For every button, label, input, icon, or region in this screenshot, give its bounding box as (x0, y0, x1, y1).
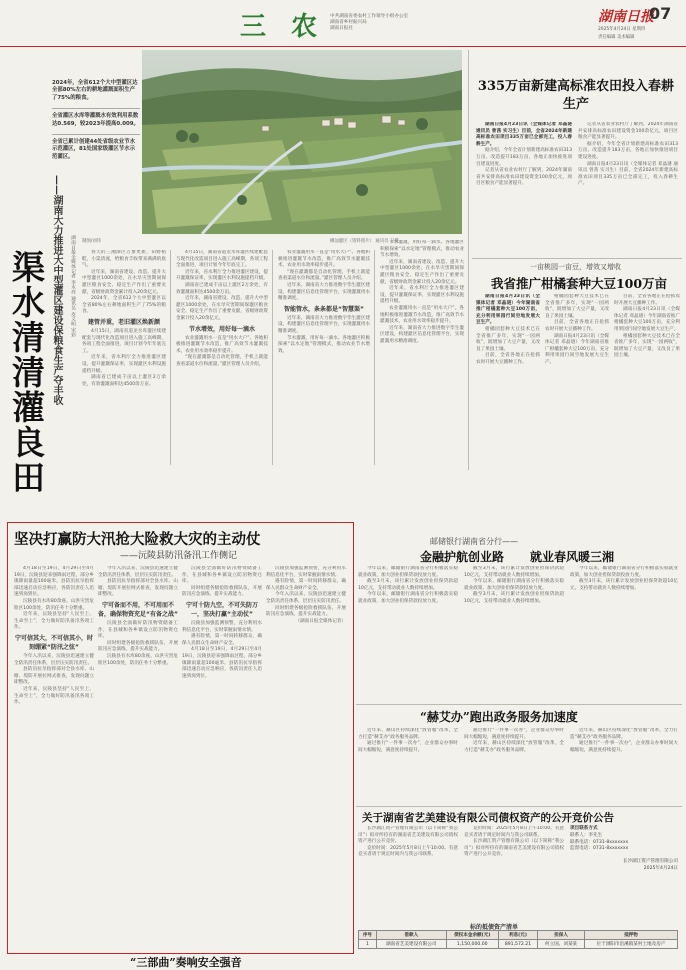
lead-title: 渠水清清灌良田 (7, 250, 46, 495)
feature-subhead-1: 宁可信其大，不可信其小，时刻绷紧“防汛之弦” (14, 634, 93, 651)
feature-byline: （湖南日报全媒体记者） (295, 618, 346, 624)
top-right-title: 335万亩新建高标准农田投入春耕生产 (477, 79, 675, 112)
col-header: 债权本金余额(元) (446, 931, 498, 940)
subhead-build: 建管并重，老旧灌区焕新颜 (87, 318, 160, 326)
top-right-body-2: 记者从省农业农村厅了解到，2024年湖南省共安排高标准农田建设资金100余亿元，项目区粮食产能显著提升。 据介绍，今年全省计划新建高标准农田313万亩、改造提升183万亩，各地正加快推进项目建设进度。 湖南日报4月23日讯（全媒体记者 邓晶琎 通讯员 曾茜 实习生）目前，全省2024年新建高标准农田项目335万亩已全部完工，投入春耕生产。 (578, 122, 678, 187)
col-header: 利息(元) (498, 931, 537, 940)
feature-subhead-2: 宁可备而不用，不可用而不备，确保物资充足“有备之战” (98, 601, 178, 618)
bank-news-title-2: 就业春风暖三湘 (530, 550, 615, 564)
feature-col-4: 沅陵县加强监测预警，充分利用水利信息化平台，实时掌握雨情水情。 遇有险情，第一时间转移群众，确保人民群众生命财产安全。 今年入汛以来，沅陵县迅速建立健全防汛责任体系，层层压实防汛责任。 同时组建各级抢险救援队伍，开展防汛应急演练，提升实战能力。 （湖南日报全媒体记者） (266, 566, 346, 624)
feature-title: 坚决打赢防大汛抢大险救大灾的主动仗 (14, 531, 261, 548)
feature-col-2: 今年入汛以来，沅陵县迅速建立健全防汛责任体系，层层压实防汛责任。 县防汛抗旱指挥部对全县水库、山塘、堤防开展拉网式排查，发现问题立即整改。 宁可备而不用，不可用而不备，确保物资充足“有备之战” 沅陵县全面做好防汛物资储备工作，在县城和各乡镇设立防汛物资仓库。 同时组建各级抢险救援队伍，开展防汛应急演练，提升实战能力。 沅陵县有水库80余座、山洪灾害危险区100余处，防汛任务十分繁重。 (98, 566, 178, 666)
gov-service-body-3: 近年来，赫山区持续深化“放管服”改革，全力打造“赫艾办”政务服务品牌。 通过推行“一件事一次办”，企业群众办事时间大幅缩短，满意度持续提升。 (570, 728, 678, 753)
mid-right-body-3: 目前，全省各地正在抢抓农时开展大豆播种工作。 湖南日报4月23日讯（全媒体记者 邓晶琎）今年湖南省推广柑橘套种大豆100万亩，充分利用果园行间空地发展大豆生产。 柑橘园套种大豆技术已在全省推广多年，实现“一园两收”，既增加了大豆产量，又改良了果园土壤。 (614, 294, 680, 359)
page-header (0, 0, 686, 47)
lead-subtitle: ——湖南大力推进大中型灌区建设保粮食生产夺丰收 (51, 175, 62, 405)
lead-body-col-1: 春天的三湘潭区万象更新，田野稻畦，小渠清流，给粮食丰收带来满满的底气。 近年来，湖南省建设、改造、提升大中型灌区1000余处，在水旱灾害期间保灌区粮食安全、稳定生产作出了重要贡献，省级财政资金累计投入20余亿元。 2024年，全省612个大中型灌区以全省80%左右耕地面积生产了75%的粮食。 建管并重，老旧灌区焕新颜 4月15日，湖南省道龙水库灌区续建配套与现代化改造项目进入施工高峰期，各项工程全面推进，项目计划今年年底完工。 近年来，省水利厅全力推进灌区建设，提升灌溉保证率，实现灌区水利设施提档升级。 湖南省已建成千亩以上灌区2万余处，有效灌溉面积达4500余万亩。 (82, 250, 166, 387)
bank-news-body-2: 截至3月末，该行累计发放创业担保贷款超10亿元，支持带动就业人数持续增加。 今年以来，邮储银行湖南省分行积极落实稳就业政策，加大创业担保贷款投放力度。 截至3月末，该行累计发放创业担保贷款超10亿元，支持带动就业人数持续增加。 (464, 566, 564, 604)
feature-subtitle: ——沅陵县防汛备汛工作侧记 (120, 551, 238, 561)
stat-callout (52, 78, 140, 250)
feature-subhead-3: 宁可十防九空，不可失防万一，坚决打赢“主动仗” (185, 601, 258, 618)
header-desc: 中共湖南省委农村工作领导小组办公室 湖南省乡村振兴局 湖南日报社 (330, 14, 409, 31)
header-editors: 责任编辑 美术编辑 (598, 35, 635, 40)
farmland-irrigation-image (142, 50, 462, 234)
gov-service-title: “赫艾办”跑出政务服务加速度 (420, 710, 578, 724)
bank-news-body-1: 今年以来，邮储银行湖南省分行积极落实稳就业政策，加大创业担保贷款投放力度。 截至3月末，该行累计发放创业担保贷款超10亿元，支持带动就业人数持续增加。 今年以来，邮储银行湖南省分行积极落实稳就业政策，加大创业担保贷款投放力度。 (358, 566, 458, 604)
gov-service-body-1: 近年来，赫山区持续深化“放管服”改革，全力打造“赫艾办”政务服务品牌。 通过推行“一件事一次办”，企业群众办事时间大幅缩短，满意度持续提升。 (358, 728, 458, 753)
notice-body-2: 竞价时间：2025年5月8日上午10:00。有意竞买者请于规定时间内与我公司联系。 长沙湖江资产管理有限公司（以下简称“我公司”）拟对所持有的湖南省艺美建设有限公司债权资产进行公开竞价。 (464, 826, 564, 858)
mid-right-body-1: 湖南日报4月23日讯（全媒体记者 邓晶琎）今年湖南省推广柑橘套种大豆100万亩，充分利用果园行间空地发展大豆生产。 柑橘园套种大豆技术已在全省推广多年，实现“一园两收”，既增加了大豆产量，又改良了果园土壤。 目前，全省各地正在抢抓农时开展大豆播种工作。 (476, 294, 540, 365)
stat-item-2: 全省灌区水库等灌溉水有效利用系数达0.569，较2023年提高0.009。 (52, 108, 140, 134)
bank-news-title-1: 金融护航创业路 (420, 550, 505, 564)
top-right-body-1: 湖南日报4月23日讯（全媒体记者 邓晶琎 通讯员 曾茜 实习生）目前，全省2024年新建高标准农田项目335万亩已全部完工，投入春耕生产。 据介绍，今年全省计划新建高标准农田313万亩、改造提升183万亩，各地正加快推进项目建设进度。 记者从省农业农村厅了解到，2024年湖南省共安排高标准农田建设资金100余亿元，项目区粮食产能显著提升。 (476, 122, 572, 187)
lead-photo-caption-right: 郴汕灌区（资料照片） 通讯员 卫摄 (330, 239, 399, 244)
gov-service-body-2: 通过推行“一件事一次办”，企业群众办事时间大幅缩短，满意度持续提升。 近年来，赫山区持续深化“放管服”改革，全力打造“赫艾办”政务服务品牌。 (464, 728, 564, 753)
feature-col-1: 4月18日至19日，4月29日至4月19日，沅陵县迎来强降雨过程，部分乡镇降雨量超100毫米。县防汛抗旱指挥部迅速启动应急响应，各防汛责任人迅速到岗到位。 沅陵县有水库80余座、山洪灾害危险区100余处，防汛任务十分繁重。 近年来，沅陵县坚持“人民至上、生命至上”，全力做好防汛备汛各项工作。 宁可信其大，不可信其小，时刻绷紧“防汛之弦” 今年入汛以来，沅陵县迅速建立健全防汛责任体系，层层压实防汛责任。 县防汛抗旱指挥部对全县水库、山塘、堤防开展拉网式排查，发现问题立即整改。 近年来，沅陵县坚持“人民至上、生命至上”，全力做好防汛备汛各项工作。 (14, 566, 94, 706)
subhead-save: 节水增效，用好每一滴水 (188, 325, 255, 333)
lead-byline: 湖南日报全媒体记者 李永亮 通讯员 皮义明 宋彩 (70, 235, 75, 338)
page-number: 07 (649, 4, 672, 23)
notice-contact: 项目联系方式 联系人：李先生 联系电话：0731-8xxxxxxx 监督电话：0731-8xxxxxxx 长沙湖江资产管理有限公司 2025年4月24日 (570, 826, 678, 871)
col-header: 抵押物 (584, 931, 677, 940)
stat-item-1: 2024年，全省612个大中型灌区达全部80%左右的耕地灌溉面积生产了75%的粮食。 (52, 80, 138, 101)
col-header: 借款人 (376, 931, 446, 940)
masthead-logo: 湖南日报 (598, 9, 654, 25)
mid-right-kicker: 一亩桃园一亩豆，增效又增收 (530, 263, 621, 271)
lead-body-col-2: 4月15日，湖南省道龙水库灌区续建配套与现代化改造项目进入施工高峰期，各项工程全面推进，项目计划今年年底完工。 近年来，省水利厅全力推进灌区建设，提升灌溉保证率，实现灌区水利设施提档升级。 湖南省已建成千亩以上灌区2万余处，有效灌溉面积达4500余万亩。 近年来，湖南省建设、改造、提升大中型灌区1000余处，在水旱灾害期间保灌区粮食安全、稳定生产作出了重要贡献，省级财政资金累计投入20余亿元。 节水增效，用好每一滴水 农业灌溉用水一直是“用水大户”。各地积极推进灌溉节水改造，推广高效节水灌溉技术，农业用水效率稳步提升。 “现在灌溉都是自动化管理，手机上就能查看渠道水位和流量。”灌区管理人员介绍。 (176, 250, 268, 367)
lead-body-col-4: 节水灌溉，用好每一滴水。各地灌区积极探索“以水定地”管理模式，推动农业节水增效。 近年来，湖南省建设、改造、提升大中型灌区1000余处，在水旱灾害期间保灌区粮食安全、稳定生产作出了重要贡献，省级财政资金累计投入20余亿元。 近年来，省水利厅全力推进灌区建设，提升灌溉保证率，实现灌区水利设施提档升级。 农业灌溉用水一直是“用水大户”。各地积极推进灌溉节水改造，推广高效节水灌溉技术，农业用水效率稳步提升。 近年来，湖南省大力推进数字孪生灌区建设，构建灌区信息化管理平台，实现灌溉用水精准调度。 (380, 240, 464, 344)
feature-col-3: 沅陵县全面做好防汛物资储备工作，在县城和各乡镇设立防汛物资仓库。 同时组建各级抢险救援队伍，开展防汛应急演练，提升实战能力。 宁可十防九空，不可失防万一，坚决打赢“主动仗” 沅陵县加强监测预警，充分利用水利信息化平台，实时掌握雨情水情。 遇有险情，第一时间转移群众，确保人民群众生命财产安全。 4月18日至19日，4月29日至4月19日，沅陵县迎来强降雨过程，部分乡镇降雨量超100毫米。县防汛抗旱指挥部迅速启动应急响应，各防汛责任人迅速到岗到位。 (182, 566, 262, 679)
lead-body-col-3: 农业灌溉用水一直是“用水大户”。各地积极推进灌溉节水改造，推广高效节水灌溉技术，农业用水效率稳步提升。 “现在灌溉都是自动化管理，手机上就能查看渠道水位和流量。”灌区管理人员介绍。 近年来，湖南省大力推进数字孪生灌区建设，构建灌区信息化管理平台，实现灌溉用水精准调度。 智能管水，条条都是“智慧渠” 近年来，湖南省大力推进数字孪生灌区建设，构建灌区信息化管理平台，实现灌溉用水精准调度。 节水灌溉，用好每一滴水。各地灌区积极探索“以水定地”管理模式，推动农业节水增效。 (278, 250, 370, 354)
subhead-smart: 智能管水，条条都是“智慧渠” (284, 305, 364, 313)
mid-right-body-2: 柑橘园套种大豆技术已在全省推广多年，实现“一园两收”，既增加了大豆产量，又改良了果园土壤。 目前，全省各地正在抢抓农时开展大豆播种工作。 湖南日报4月23日讯（全媒体记者 邓晶琎）今年湖南省推广柑橘套种大豆100万亩，充分利用果园行间空地发展大豆生产。 (545, 294, 609, 365)
col-header: 序号 (359, 931, 377, 940)
notice-table-title: 标的抵债资产清单 (470, 924, 519, 931)
lead-photo (142, 50, 462, 234)
notice-table (358, 930, 678, 949)
mid-right-title: 我省推广柑橘套种大豆100万亩 (490, 276, 668, 291)
bank-news-body-3: 今年以来，邮储银行湖南省分行积极落实稳就业政策，加大创业担保贷款投放力度。 截至3月末，该行累计发放创业担保贷款超10亿元，支持带动就业人数持续增加。 (570, 566, 678, 591)
notice-body-1: 长沙湖江资产管理有限公司（以下简称“我公司”）拟对所持有的湖南省艺美建设有限公司债权资产进行公开竞价。 竞价时间：2025年5月8日上午10:00。有意竞买者请于规定时间内与我公司联系。 (358, 826, 458, 858)
bank-news-header: 邮储银行湖南省分行—— (430, 537, 518, 546)
table-row: 1 湖南省艺美建设有限公司 1,150,000.00 891,572.21 何立国、刘某某 位于浏阳市沿溪镇某村土地及房产 (359, 940, 678, 949)
header-date: 2025年4月24日 星期四 (598, 27, 646, 32)
lead-photo-caption-left: 制图/刘伟 (82, 239, 102, 244)
stat-item-3: 全省已累计创建44处省级农业节水示范灌区，81处国家级灌区节水示范灌区。 (52, 134, 140, 165)
section-title: 三 农 (240, 12, 326, 42)
col-header: 担保人 (538, 931, 585, 940)
notice-title: 关于湖南省艺美建设有限公司债权资产的公开竞价公告 (362, 812, 614, 824)
grid-news-title: “三部曲”奏响安全强音 (130, 956, 242, 969)
